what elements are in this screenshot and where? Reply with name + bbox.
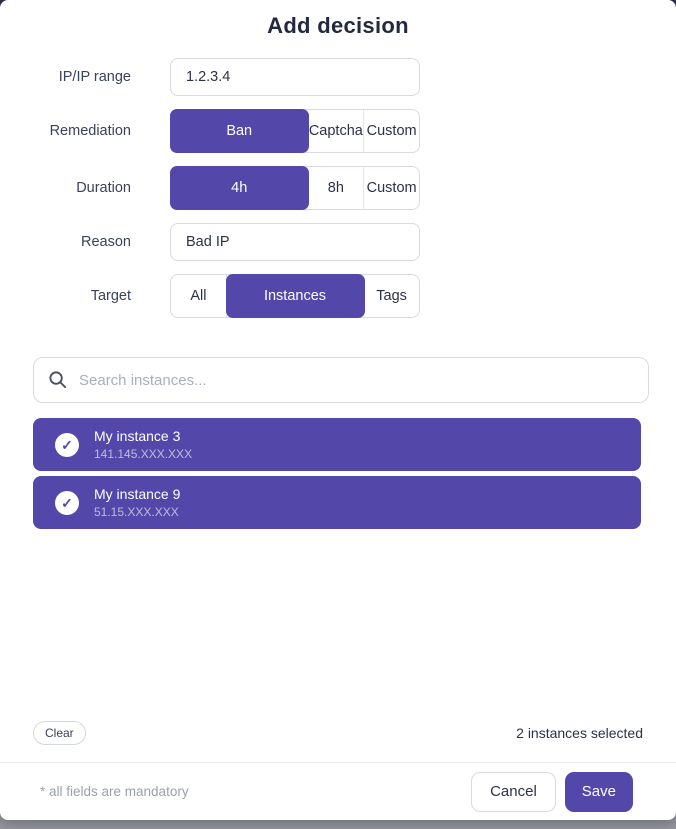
remediation-row [0,109,676,153]
remediation-option-ban[interactable]: Ban [170,109,309,153]
instance-ip: 51.15.XXX.XXX [94,505,179,519]
instance-name: My instance 9 [94,486,181,502]
reason-input[interactable] [170,223,420,261]
modal-footer [0,762,676,820]
decision-form [0,58,676,331]
target-option-instances[interactable]: Instances [226,274,365,318]
instance-ip: 141.145.XXX.XXX [94,447,193,461]
modal-title: Add decision [267,13,409,38]
instance-row-my-instance-9[interactable] [33,476,641,529]
duration-segmented-control [170,166,420,210]
ip-input[interactable] [170,58,420,96]
check-circle-icon [55,491,79,515]
ip-label: IP/IP range [58,69,131,85]
selection-row [33,721,643,745]
clear-button[interactable]: Clear [33,721,86,745]
search-input[interactable] [33,357,649,403]
instance-search [33,357,649,403]
instance-list [33,418,641,534]
remediation-label: Remediation [49,123,131,139]
reason-row [0,223,676,261]
selection-summary: 2 instances selected [516,725,643,741]
duration-option-4h[interactable]: 4h [170,166,309,210]
duration-option-custom[interactable]: Custom [364,167,419,209]
instance-row-my-instance-3[interactable] [33,418,641,471]
target-label: Target [90,288,131,304]
check-icon: ✓ [61,436,73,453]
target-option-tags[interactable]: Tags [364,275,419,317]
remediation-segmented-control [170,109,420,153]
remediation-option-custom[interactable]: Custom [364,110,419,152]
target-option-all[interactable]: All [171,275,227,317]
duration-label: Duration [76,180,131,196]
mandatory-fields-note: * all fields are mandatory [40,784,189,799]
target-segmented-control [170,274,420,318]
target-row [0,274,676,318]
save-button[interactable]: Save [565,772,633,812]
duration-row [0,166,676,210]
cancel-button[interactable]: Cancel [471,772,556,812]
instance-name: My instance 3 [94,428,181,444]
reason-label: Reason [81,234,131,250]
duration-option-8h[interactable]: 8h [308,167,364,209]
empty-space [0,534,676,721]
remediation-option-captcha[interactable]: Captcha [308,110,364,152]
check-icon: ✓ [61,494,73,511]
check-circle-icon [55,433,79,457]
ip-row [0,58,676,96]
